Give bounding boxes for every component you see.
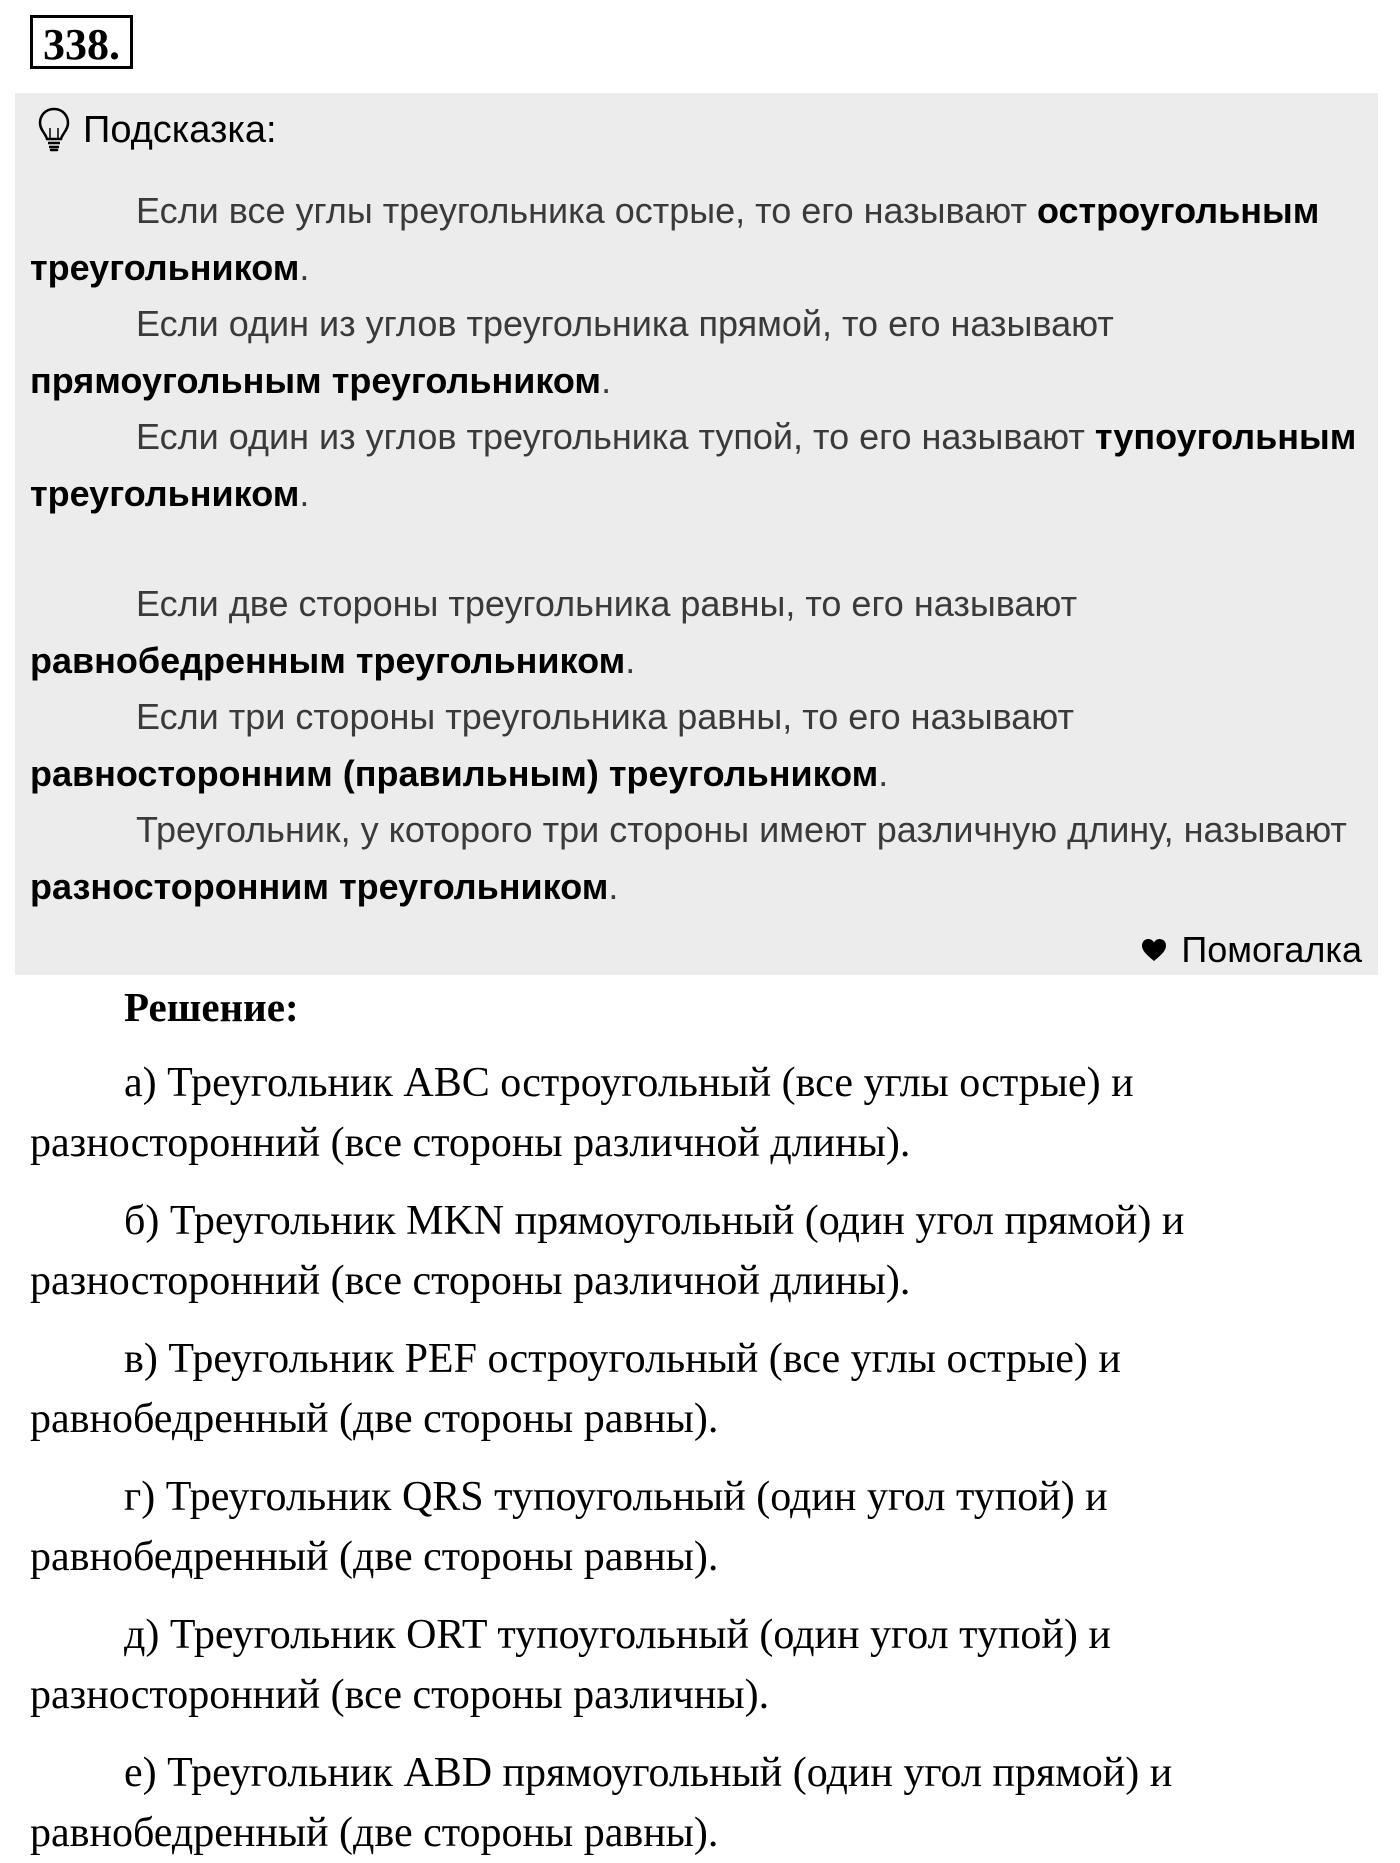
- credit-label: [1141, 929, 1362, 971]
- hint-paragraph: Если три стороны треугольника равны, то его называют равносторонним (правильным) треугольником.: [30, 696, 1075, 794]
- task-number: 338.: [30, 15, 133, 69]
- solution-item: в) Треугольник PEF остроугольный (все углы острые) и равнобедренный (две стороны равны).: [30, 1336, 1121, 1442]
- hint-paragraph: Если один из углов треугольника тупой, то его называют тупоугольным треугольником.: [30, 416, 1357, 514]
- solution-item: е) Треугольник ABD прямоугольный (один угол прямой) и равнобедренный (две стороны равны).: [30, 1750, 1173, 1856]
- solution-item: а) Треугольник ABC остроугольный (все углы острые) и разносторонний (все стороны различной длины).: [30, 1060, 1134, 1166]
- hint-paragraph: Если две стороны треугольника равны, то его называют равнобедренным треугольником.: [30, 583, 1078, 681]
- hint-paragraph: Треугольник, у которого три стороны имеют различную длину, называют разносторонним треугольником.: [30, 809, 1347, 907]
- lightbulb-icon: [37, 106, 71, 154]
- solution-title: Решение:: [124, 984, 299, 1030]
- solution-item: б) Треугольник MKN прямоугольный (один угол прямой) и разносторонний (все стороны различной длины).: [30, 1198, 1185, 1304]
- solution-item: д) Треугольник ORT тупоугольный (один угол тупой) и разносторонний (все стороны различны).: [30, 1612, 1111, 1718]
- hint-box: [15, 93, 1378, 975]
- credit-text: Помогалка: [1181, 929, 1362, 970]
- hint-header: [37, 105, 277, 155]
- hint-text: [30, 183, 1365, 915]
- hint-paragraph: Если все углы треугольника острые, то его называют остроугольным треугольником.: [30, 190, 1320, 288]
- hint-title: Подсказка:: [83, 108, 277, 151]
- heart-icon: [1141, 938, 1167, 962]
- hint-paragraph: Если один из углов треугольника прямой, то его называют прямоугольным треугольником.: [30, 303, 1114, 401]
- solution-item: г) Треугольник QRS тупоугольный (один угол тупой) и равнобедренный (две стороны равны).: [30, 1474, 1108, 1580]
- solution-section: [30, 975, 1370, 1863]
